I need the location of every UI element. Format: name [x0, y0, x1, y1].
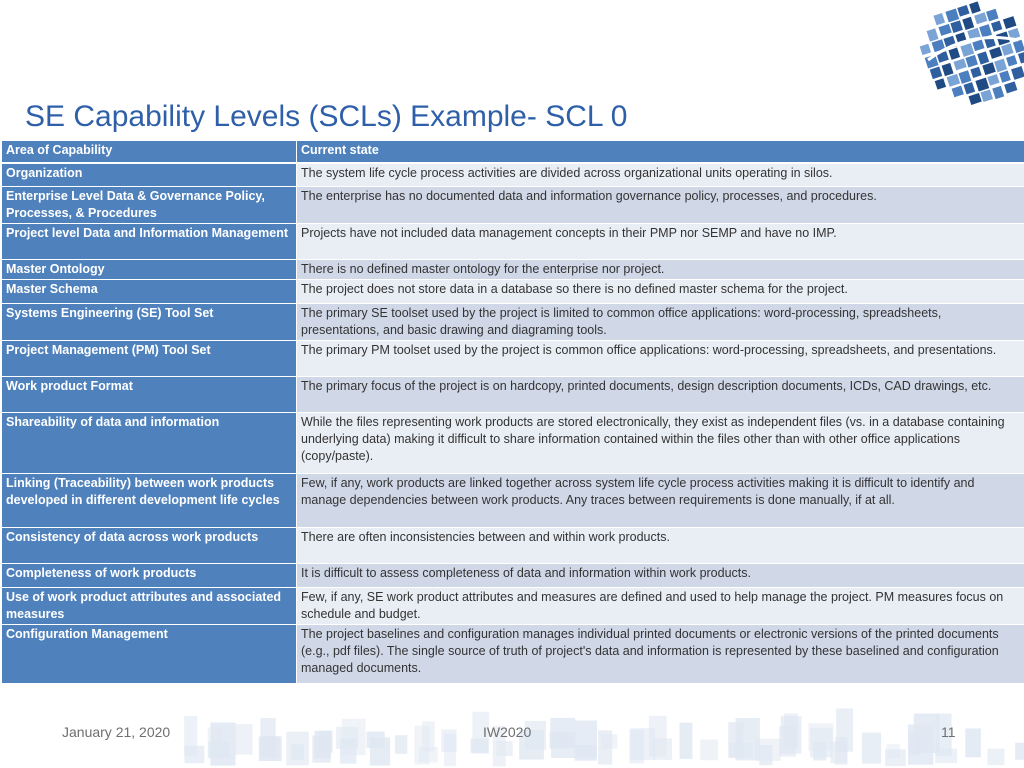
area-cell: Use of work product attributes and associated measures	[2, 588, 297, 625]
capability-table	[1, 140, 1024, 684]
state-cell: Few, if any, SE work product attributes and measures are defined and used to help manage the project. PM measures focus on schedule and budget.	[297, 588, 1024, 625]
area-cell: Systems Engineering (SE) Tool Set	[2, 304, 297, 341]
area-cell: Shareability of data and information	[2, 413, 297, 474]
table-row	[2, 474, 1024, 528]
state-cell: While the files representing work products are stored electronically, they exist as independent files (vs. in a database containing underlying data) making it difficult to share information contained within the files other than with other office applications (copy/paste).	[297, 413, 1024, 474]
area-cell: Project Management (PM) Tool Set	[2, 341, 297, 377]
header-area: Area of Capability	[2, 141, 297, 163]
header-state: Current state	[297, 141, 1024, 163]
area-cell: Completeness of work products	[2, 564, 297, 588]
state-cell: The project does not store data in a database so there is no defined master schema for the project.	[297, 280, 1024, 304]
area-cell: Consistency of data across work products	[2, 528, 297, 564]
state-cell: The system life cycle process activities are divided across organizational units operating in silos.	[297, 163, 1024, 187]
table-row	[2, 564, 1024, 588]
table-row	[2, 304, 1024, 341]
state-cell: The enterprise has no documented data and information governance policy, processes, and procedures.	[297, 187, 1024, 224]
table-row	[2, 187, 1024, 224]
footer-page-number: 11	[941, 724, 956, 740]
area-cell: Work product Format	[2, 377, 297, 413]
table-row	[2, 625, 1024, 684]
table-row	[2, 413, 1024, 474]
table-row	[2, 260, 1024, 280]
state-cell: The primary focus of the project is on hardcopy, printed documents, design description documents, ICDs, CAD drawings, etc.	[297, 377, 1024, 413]
area-cell: Project level Data and Information Management	[2, 224, 297, 260]
area-cell: Master Schema	[2, 280, 297, 304]
footer-date: January 21, 2020	[62, 724, 171, 740]
table-row	[2, 588, 1024, 625]
footer-conference: IW2020	[483, 724, 532, 740]
state-cell: There is no defined master ontology for the enterprise nor project.	[297, 260, 1024, 280]
globe-grid-logo-icon	[918, 0, 1024, 106]
table-row	[2, 528, 1024, 564]
state-cell: There are often inconsistencies between and within work products.	[297, 528, 1024, 564]
area-cell: Organization	[2, 163, 297, 187]
state-cell: It is difficult to assess completeness of data and information within work products.	[297, 564, 1024, 588]
area-cell: Linking (Traceability) between work products developed in different development life cycles	[2, 474, 297, 528]
state-cell: The project baselines and configuration manages individual printed documents or electronic versions of the printed documents (e.g., pdf files). The single source of truth of project's data and information is represented by these baselined and configuration managed documents.	[297, 625, 1024, 684]
table-row	[2, 280, 1024, 304]
state-cell: The primary PM toolset used by the project is common office applications: word-processing, spreadsheets, and presentations.	[297, 341, 1024, 377]
state-cell: The primary SE toolset used by the project is limited to common office applications: word-processing, spreadsheets, presentations, and basic drawing and diagraming tools.	[297, 304, 1024, 341]
area-cell: Master Ontology	[2, 260, 297, 280]
table-row	[2, 163, 1024, 187]
area-cell: Enterprise Level Data & Governance Policy, Processes, & Procedures	[2, 187, 297, 224]
table-row	[2, 341, 1024, 377]
slide-title: SE Capability Levels (SCLs) Example- SCL 0	[25, 100, 628, 133]
state-cell: Few, if any, work products are linked together across system life cycle process activities making it is difficult to identify and manage dependencies between work products. Any traces between requirements is done manually, if at all.	[297, 474, 1024, 528]
table-header-row	[2, 141, 1024, 163]
table-row	[2, 377, 1024, 413]
area-cell: Configuration Management	[2, 625, 297, 684]
state-cell: Projects have not included data management concepts in their PMP nor SEMP and have no IMP.	[297, 224, 1024, 260]
table-row	[2, 224, 1024, 260]
